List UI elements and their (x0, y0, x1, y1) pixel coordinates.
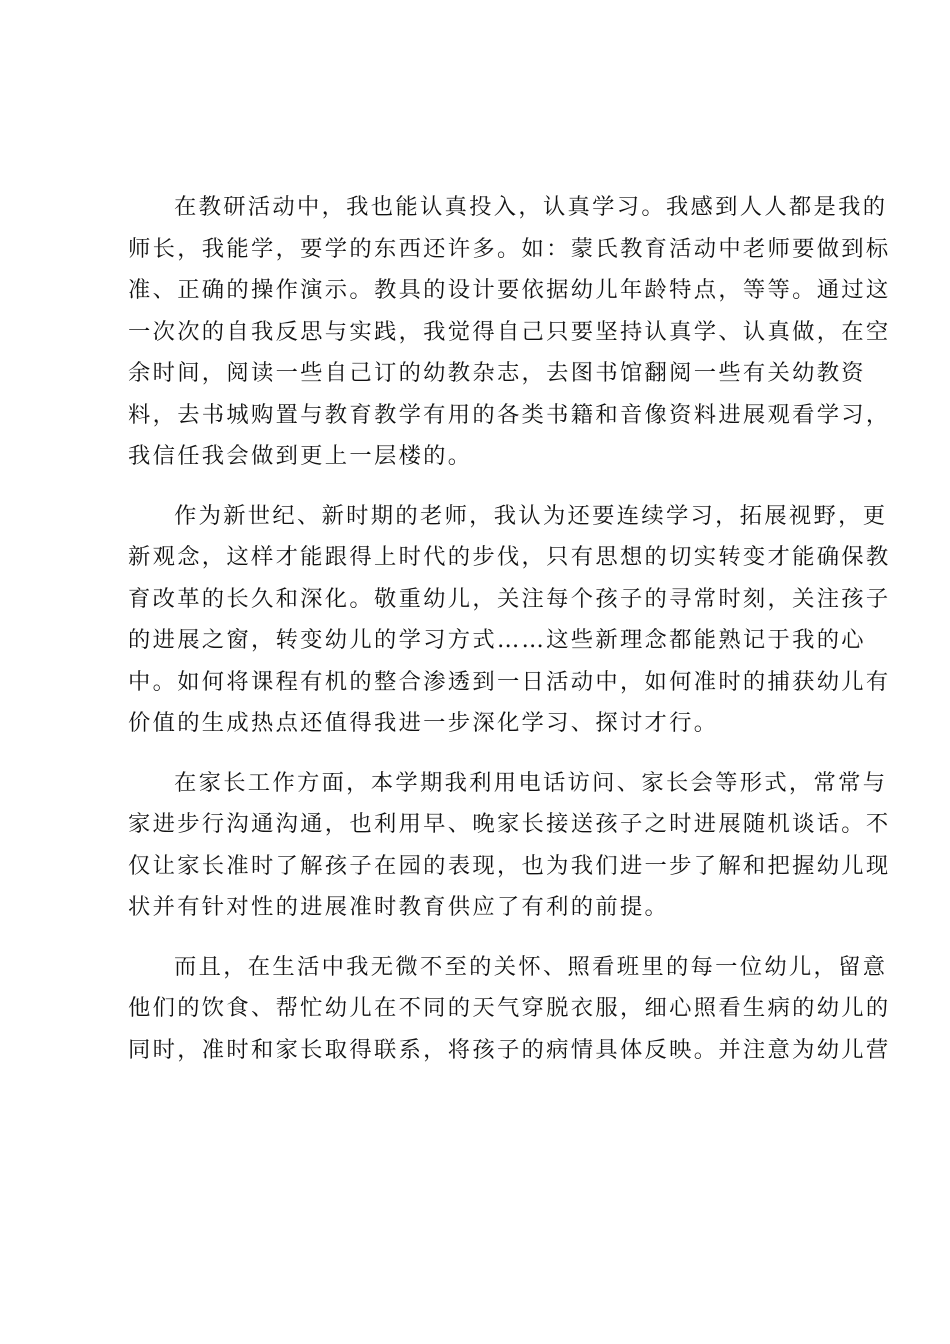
paragraph-daily-care (128, 947, 891, 1072)
paragraph-line: 状并有针对性的进展准时教育供应了有利的前提。 (128, 894, 670, 920)
paragraph-line: 价值的生成热点还值得我进一步深化学习、探讨才行。 (128, 710, 719, 736)
paragraph-line: 在家长工作方面，本学期我利用电话访问、家长会等形式，常常与 (174, 769, 888, 796)
paragraph-line: 家进步行沟通沟通，也利用早、晚家长接送孩子之时进展随机谈话。不 (128, 811, 891, 837)
paragraph-parent-work (128, 763, 891, 929)
paragraph-line: 新观念，这样才能跟得上时代的步伐，只有思想的切实转变才能确保教 (128, 544, 891, 570)
document-body (128, 187, 891, 1089)
paragraph-line: 在教研活动中，我也能认真投入，认真学习。我感到人人都是我的 (174, 194, 888, 220)
paragraph-line: 师长，我能学，要学的东西还许多。如：蒙氏教育活动中老师要做到标 (128, 235, 891, 262)
paragraph-line: 中。如何将课程有机的整合渗透到一日活动中，如何准时的捕获幼儿有 (128, 668, 891, 695)
paragraph-line: 作为新世纪、新时期的老师，我认为还要连续学习，拓展视野，更 (174, 502, 888, 529)
paragraph-line: 的进展之窗，转变幼儿的学习方式……这些新理念都能熟记于我的心 (128, 627, 866, 653)
paragraph-line: 余时间，阅读一些自己订的幼教杂志，去图书馆翻阅一些有关幼教资 (128, 360, 866, 386)
paragraph-new-era-teacher (128, 496, 891, 745)
paragraph-line: 料，去书城购置与教育教学有用的各类书籍和音像资料进展观看学习， (128, 401, 891, 428)
paragraph-line: 准、正确的操作演示。教具的设计要依据幼儿年龄特点，等等。通过这 (128, 277, 891, 303)
paragraph-line: 一次次的自我反思与实践，我觉得自己只要坚持认真学、认真做，在空 (128, 318, 891, 345)
paragraph-line: 同时，准时和家长取得联系，将孩子的病情具体反映。并注意为幼儿营 (128, 1036, 891, 1063)
paragraph-research-activities (128, 187, 891, 478)
paragraph-line: 我信任我会做到更上一层楼的。 (128, 443, 473, 469)
paragraph-line: 育改革的长久和深化。敬重幼儿，关注每个孩子的寻常时刻，关注孩子 (128, 585, 891, 612)
paragraph-line: 而且，在生活中我无微不至的关怀、照看班里的每一位幼儿，留意 (174, 953, 888, 980)
paragraph-line: 仅让家长准时了解孩子在园的表现，也为我们进一步了解和把握幼儿现 (128, 852, 891, 879)
paragraph-line: 他们的饮食、帮忙幼儿在不同的天气穿脱衣服，细心照看生病的幼儿的 (128, 995, 891, 1021)
